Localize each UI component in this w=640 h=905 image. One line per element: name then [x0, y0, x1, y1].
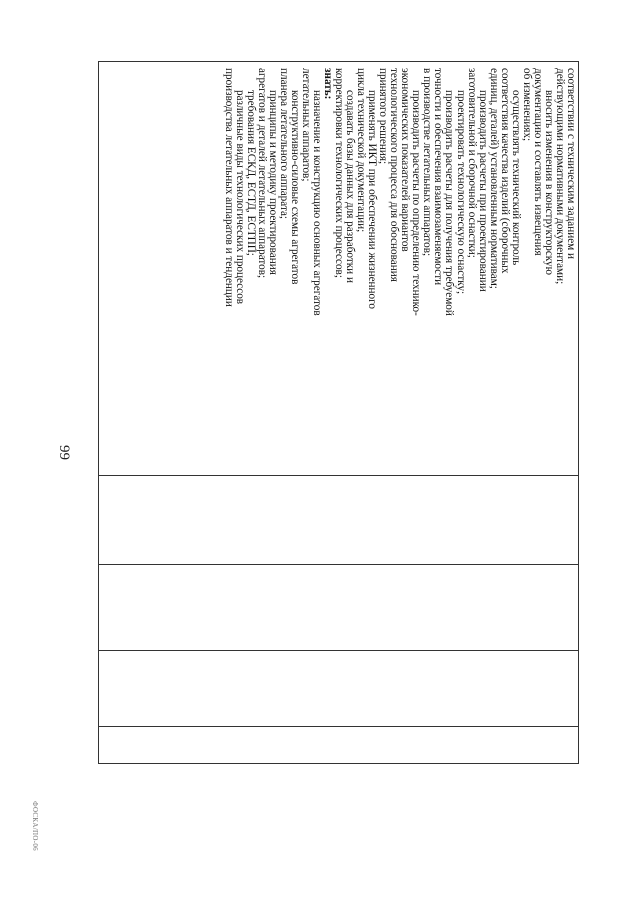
table-column-empty-3	[99, 651, 578, 727]
table-line: цикла технической документации;	[355, 68, 368, 233]
table-line: назначение и конструкцию основных агрегатов	[310, 90, 323, 316]
table-line: требования ЕСКД, ЕСТД, ЕСТПП;	[244, 90, 257, 256]
table-line: об изменениях;	[520, 68, 533, 142]
table-line: соответствия качества изделий (сборочных	[498, 68, 511, 274]
table-line: агрегатов и деталей летательных аппаратов;	[255, 68, 268, 279]
table-line: в производстве летательных аппаратов;	[421, 68, 434, 257]
table-line: вносить изменения в конструкторскую	[542, 90, 555, 276]
table-line: действующими нормативными документами;	[553, 68, 566, 285]
table-line: применять ИКТ при обеспечении жизненного	[366, 90, 379, 310]
table-line: экономических показателей вариантов	[399, 68, 412, 252]
table-column-empty-2	[99, 565, 578, 651]
table-line: корректировки технологических процессов;	[333, 68, 346, 278]
page-number: 99	[56, 445, 72, 460]
table-line: осуществлять технический контроль	[509, 90, 522, 266]
table-line: производить расчеты при проектировании	[476, 90, 489, 292]
table-line: принятого решения;	[377, 68, 390, 165]
content-table	[98, 61, 579, 764]
table-line: заготовительной и сборочной оснастки;	[465, 68, 478, 258]
table-line: различные виды технологических процессов	[233, 90, 246, 305]
table-line: летательных аппаратов;	[299, 68, 312, 182]
table-line: технологического процесса для обоснования	[388, 68, 401, 282]
table-line: принципы и методику проектирования	[266, 90, 279, 275]
table-line: планера летательного аппарата;	[277, 68, 290, 220]
table-line: точности и обеспечения взаимозаменяемости	[432, 68, 445, 286]
table-line: конструктивно-силовые схемы агрегатов	[288, 90, 301, 285]
table-line: производства летательных аппаратов и тенденции	[222, 68, 235, 307]
table-line: соответствии с техническим заданием и	[565, 68, 577, 260]
table-line: проектировать технологическую оснастку;	[454, 90, 467, 295]
document-stamp: ФОСКА/ПО-06	[30, 801, 39, 851]
table-column-content	[99, 62, 578, 476]
table-line: единиц, деталей) установленным нормативам;	[487, 68, 500, 289]
table-column-empty-4	[99, 727, 578, 765]
section-heading: знать:	[321, 68, 334, 100]
table-line: документацию и составлять извещения	[531, 68, 544, 256]
table-line: производить расчеты для получения требуемой	[443, 90, 456, 316]
table-column-empty-1	[99, 476, 578, 565]
table-line: создавать базы данных для разработки и	[344, 90, 357, 283]
table-line: производить расчеты по определению технико-	[410, 90, 423, 316]
